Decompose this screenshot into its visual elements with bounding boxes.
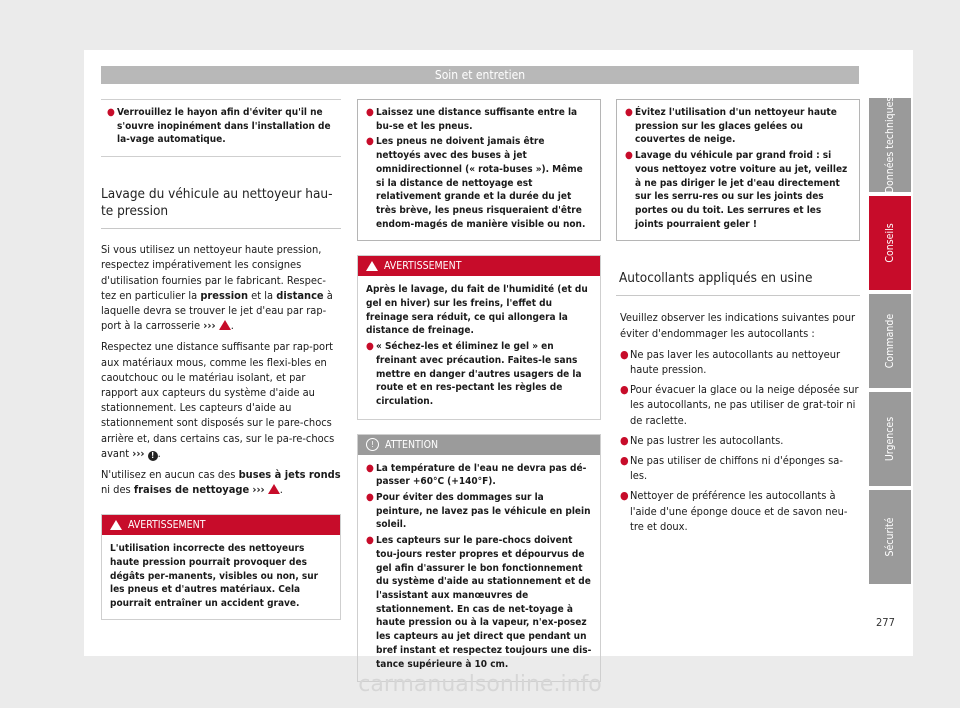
warning-header: AVERTISSEMENT [102, 515, 340, 535]
paragraph: Si vous utilisez un nettoyeur haute pression, respectez impérativement les consignes d'utilisation fournies par le fabricant. Respec-tez en particulier la pression et la distance à laquelle devra se trouver le jet d'eau par rap-port à la carrosserie ››› . [101, 243, 333, 333]
warning-box [357, 255, 601, 419]
column-1 [101, 99, 341, 620]
list-item: ● Ne pas laver les autocollants au nettoyeur haute pression. [620, 347, 841, 376]
bullet-icon: ● [366, 462, 374, 474]
tab-securite[interactable]: Sécurité [869, 490, 911, 584]
tab-urgences[interactable]: Urgences [869, 392, 911, 486]
list-item: ● Évitez l'utilisation d'un nettoyeur haute pression sur les glaces gelées ou couvertes de neige. [625, 107, 837, 146]
list-item: ● Pour éviter des dommages sur la peinture, ne lavez pas le véhicule en plein soleil. [366, 492, 591, 531]
attention-box [357, 434, 601, 683]
column-3 [616, 99, 860, 539]
paragraph: N'utilisez en aucun cas des buses à jets ronds ni des fraises de nettoyage ››› . [101, 467, 341, 497]
paragraph: Respectez une distance suffisante par rap-port aux matériaux mous, comme les flexi-bles en caoutchouc ou le matériau isolant, et par rapport aux capteurs du système d'aide au stationnement. Les capteurs d'aide au stationnement sont disposés sur le pare-chocs arrière et, dans certains cas, sur le pa-re-chocs avant ››› ! . [101, 340, 335, 460]
bullet-icon: ● [366, 107, 374, 118]
attention-header: ! ATTENTION [358, 435, 600, 455]
tab-donnees-techniques[interactable]: Données techniques [869, 98, 911, 192]
info-circle-icon: ! [148, 451, 158, 461]
warning-triangle-icon [219, 320, 231, 330]
page-number: 277 [876, 616, 895, 629]
warning-box [101, 514, 341, 620]
list-item: ● Ne pas lustrer les autocollants. [620, 433, 784, 447]
watermark: carmanualsonline.info [358, 672, 602, 697]
list-item: ● Les pneus ne doivent jamais être nettoyés avec des buses à jet omnidirectionnel (« rota-buses »). Même si la distance de nettoyage est relativement grande et la durée du jet très brève, les pneus risqueraient d'être endom-magés de manière visible ou non. [366, 136, 586, 230]
bullet-text: Verrouillez le hayon afin d'éviter qu'il ne s'ouvre inopinément dans l'installation de la-vage automatique. [117, 107, 331, 146]
warning-text: Après le lavage, du fait de l'humidité (et du gel en hiver) sur les freins, l'effet du freinage sera réduit, ce qui allongera la distance de freinage. [366, 284, 588, 337]
info-box [357, 99, 601, 241]
bullet-icon: ● [620, 453, 629, 467]
list-item: ● Les capteurs sur le pare-chocs doivent tou-jours rester propres et dépourvus de gel afin d'assurer le bon fonctionnement du système d'aide au stationnement et de l'assistant aux manœuvres de stationnement. En cas de net-toyage à haute pression ou à la vapeur, n'ex-posez les capteurs au jet direct que pendant un bref instant et respectez toujours une dis-tance supérieure à 10 cm. [366, 535, 592, 670]
info-box [616, 99, 860, 241]
list-item: ● Ne pas utiliser de chiffons ni d'éponges sa-les. [620, 453, 843, 483]
warning-header: AVERTISSEMENT [358, 256, 600, 276]
bullet-icon: ● [620, 383, 629, 397]
bullet-icon: ● [366, 341, 374, 353]
bullet-icon: ● [620, 433, 629, 447]
page-header: Soin et entretien [101, 66, 859, 84]
bullet-icon: ● [107, 107, 115, 118]
bullet-icon: ● [625, 107, 633, 118]
info-box [101, 99, 341, 157]
tab-conseils[interactable]: Conseils [869, 196, 911, 290]
list-item [107, 106, 333, 147]
bullet-icon: ● [620, 347, 629, 361]
warning-text: L'utilisation incorrecte des nettoyeurs haute pression pourrait provoquer des dégâts per-manents, visibles ou non, sur les pneus et d'autres matériaux. Cela pourrait entraîner un accident grave. [110, 543, 319, 610]
list-item: ● Pour évacuer la glace ou la neige déposée sur les autocollants, ne pas utiliser de grat-toir ni de raclette. [620, 383, 859, 427]
info-circle-icon: ! [366, 438, 379, 451]
warning-triangle-icon [366, 261, 378, 271]
list-item: ● Nettoyer de préférence les autocollants à l'aide d'une éponge douce et de savon neu-tre et doux. [620, 489, 848, 533]
paragraph: Veuillez observer les indications suivantes pour éviter d'endommager les autocollants : [620, 311, 856, 340]
column-2 [357, 99, 601, 682]
section-heading: Autocollants appliqués en usine [619, 270, 813, 287]
bullet-icon: ● [625, 150, 633, 162]
bullet-icon: ● [620, 489, 629, 503]
warning-triangle-icon [268, 484, 280, 494]
list-item: ● Lavage du véhicule par grand froid : si vous nettoyez votre voiture au jet, veillez à ne pas diriger le jet d'eau directement sur les serru-res ou sur les joints des portes ou du toit. Les serrures et les joints pourraient geler ! [625, 150, 848, 230]
list-item: ● Laissez une distance suffisante entre la bu-se et les pneus. [366, 107, 578, 132]
list-item: ● La température de l'eau ne devra pas dé-passer +60°C (+140°F). [366, 462, 587, 488]
list-item: ● « Séchez-les et éliminez le gel » en freinant avec précaution. Faites-le sans mettre en danger d'autres usagers de la route et en res-pectant les règles de circulation. [366, 341, 582, 407]
tab-commande[interactable]: Commande [869, 294, 911, 388]
section-heading: Lavage du véhicule au nettoyeur hau-te pression [101, 186, 333, 220]
bullet-icon: ● [366, 492, 374, 504]
warning-triangle-icon [110, 520, 122, 530]
bullet-icon: ● [366, 535, 374, 547]
bullet-icon: ● [366, 136, 374, 148]
